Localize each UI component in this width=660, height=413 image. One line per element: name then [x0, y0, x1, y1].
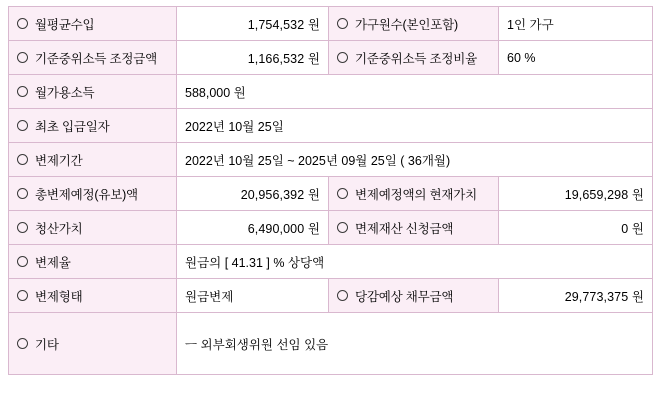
circle-bullet-icon [337, 18, 348, 29]
row-label-cell [9, 313, 177, 375]
row-label-text: 최초 입금일자 [35, 119, 110, 134]
row-value-cell: 29,773,375 원 [499, 279, 653, 313]
row-label-text: 기준중위소득 조정금액 [35, 51, 158, 66]
row-value-cell: 19,659,298 원 [499, 177, 653, 211]
circle-bullet-icon [17, 256, 28, 267]
row-value-cell: 0 원 [499, 211, 653, 245]
row-value-cell: 588,000 원 [177, 75, 653, 109]
row-label-cell [329, 177, 499, 211]
table-row [9, 313, 653, 375]
row-label-text: 당감예상 채무금액 [355, 289, 454, 304]
table-row [9, 75, 653, 109]
circle-bullet-icon [17, 18, 28, 29]
row-value-cell: ㅡ 외부회생위원 선임 있음 [177, 313, 653, 375]
row-value-cell: 2022년 10월 25일 [177, 109, 653, 143]
row-label-text: 변제율 [35, 255, 71, 270]
row-value-cell: 1,166,532 원 [177, 41, 329, 75]
circle-bullet-icon [17, 338, 28, 349]
circle-bullet-icon [337, 188, 348, 199]
circle-bullet-icon [17, 52, 28, 63]
circle-bullet-icon [17, 188, 28, 199]
row-label-cell [9, 211, 177, 245]
row-label-cell [9, 245, 177, 279]
row-label-text: 가구원수(본인포함) [355, 17, 458, 32]
row-label-text: 월가용소득 [35, 85, 95, 100]
circle-bullet-icon [17, 86, 28, 97]
row-label-text: 변제예정액의 현재가치 [355, 187, 478, 202]
table-row [9, 7, 653, 41]
circle-bullet-icon [337, 222, 348, 233]
row-label-cell [9, 279, 177, 313]
row-label-cell [9, 109, 177, 143]
table-row [9, 109, 653, 143]
table-row [9, 211, 653, 245]
table-row [9, 245, 653, 279]
row-value-cell: 1인 가구 [499, 7, 653, 41]
row-label-text: 기타 [35, 337, 59, 352]
row-label-cell [9, 177, 177, 211]
row-label-cell [9, 143, 177, 177]
row-value-cell: 60 % [499, 41, 653, 75]
row-value-cell: 원금변제 [177, 279, 329, 313]
row-label-text: 청산가치 [35, 221, 83, 236]
circle-bullet-icon [17, 290, 28, 301]
row-label-cell [9, 7, 177, 41]
row-label-text: 월평균수입 [35, 17, 95, 32]
table-body [9, 7, 653, 375]
row-label-text: 변제기간 [35, 153, 83, 168]
row-label-text: 변제형태 [35, 289, 83, 304]
circle-bullet-icon [337, 52, 348, 63]
row-label-cell [329, 211, 499, 245]
rehabilitation-summary-table [8, 6, 653, 375]
row-label-text: 면제재산 신청금액 [355, 221, 454, 236]
row-value-cell: 원금의 [ 41.31 ] % 상당액 [177, 245, 653, 279]
table-row [9, 177, 653, 211]
table-row [9, 143, 653, 177]
row-value-cell: 6,490,000 원 [177, 211, 329, 245]
row-value-cell: 1,754,532 원 [177, 7, 329, 41]
circle-bullet-icon [17, 154, 28, 165]
row-label-cell [9, 41, 177, 75]
table-row [9, 41, 653, 75]
row-value-cell: 20,956,392 원 [177, 177, 329, 211]
document-sheet [0, 6, 660, 413]
row-value-cell: 2022년 10월 25일 ~ 2025년 09월 25일 ( 36개월) [177, 143, 653, 177]
row-label-cell [329, 41, 499, 75]
row-label-cell [329, 7, 499, 41]
row-label-cell [9, 75, 177, 109]
row-label-cell [329, 279, 499, 313]
circle-bullet-icon [17, 120, 28, 131]
row-label-text: 기준중위소득 조정비율 [355, 51, 478, 66]
circle-bullet-icon [17, 222, 28, 233]
row-label-text: 총변제예정(유보)액 [35, 187, 138, 202]
table-row [9, 279, 653, 313]
circle-bullet-icon [337, 290, 348, 301]
